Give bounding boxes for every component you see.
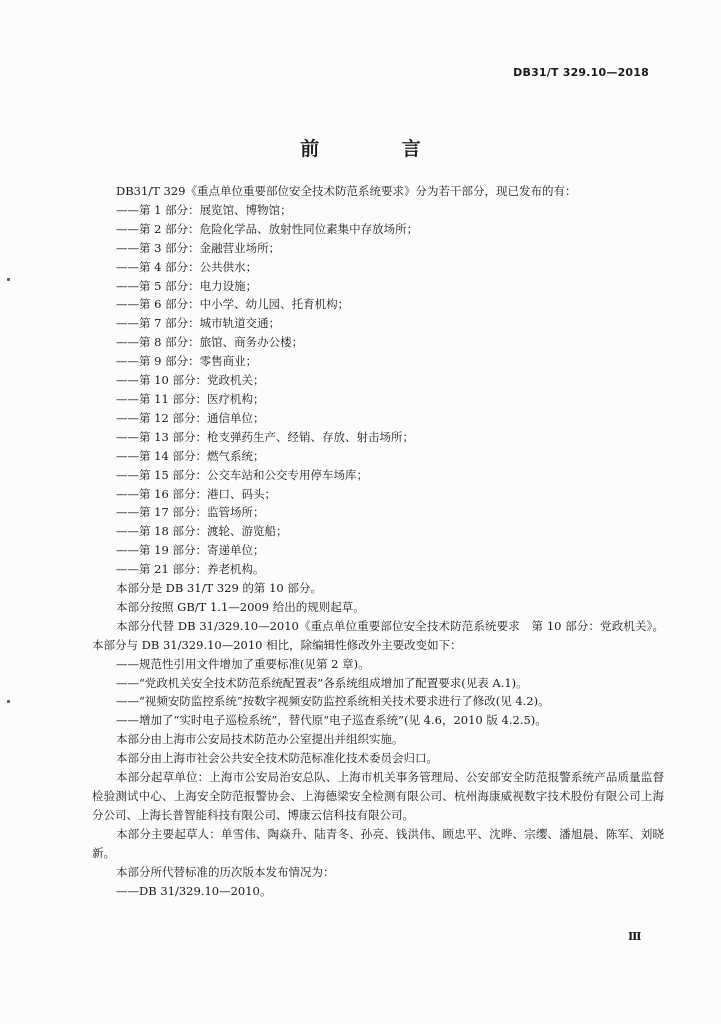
changes-list: [92, 655, 664, 731]
change-item: ——“党政机关安全技术防范系统配置表”各系统组成增加了配置要求(见表 A.1)。: [116, 675, 528, 690]
part-item: ——第 13 部分：枪支弹药生产、经销、存放、射击场所；: [116, 429, 414, 444]
drafting-units-paragraph: 本部分起草单位：上海市公安局治安总队、上海市机关事务管理局、公安部安全防范报警系统产品质量监督检验测试中心、上海安全防范报警协会、上海德梁安全检测有限公司、杭州海康威视数字技术股份有限公司上海分公司、上海长普智能科技有限公司、博康云信科技有限公司。: [92, 770, 664, 822]
part-item: ——第 1 部分：展览馆、博物馆；: [116, 202, 292, 217]
foreword-body: [92, 182, 664, 900]
part-item: ——第 18 部分：渡轮、游览船；: [116, 524, 288, 539]
part-item: ——第 8 部分：旅馆、商务办公楼；: [116, 335, 304, 350]
part-item: ——第 9 部分：零售商业；: [116, 354, 258, 369]
part-item: ——第 6 部分：中小学、幼儿园、托育机构；: [116, 297, 350, 312]
page-number: Ⅲ: [628, 930, 642, 943]
page-title: 前 言: [300, 138, 459, 160]
history-paragraph: 本部分所代替标准的历次版本发布情况为：: [116, 864, 335, 879]
part-of-paragraph: 本部分是 DB 31/T 329 的第 10 部分。: [116, 581, 322, 596]
part-item: ——第 7 部分：城市轨道交通；: [116, 316, 281, 331]
history-item: ——DB 31/329.10—2010。: [116, 883, 272, 898]
part-item: ——第 3 部分：金融营业场所；: [116, 240, 281, 255]
part-item: ——第 16 部分：港口、码头；: [116, 486, 276, 501]
drafting-rules-paragraph: 本部分按照 GB/T 1.1—2009 给出的规则起草。: [116, 599, 365, 614]
scan-speck: [7, 278, 10, 281]
part-item: ——第 11 部分：医疗机构；: [116, 391, 265, 406]
change-item: ——“视频安防监控系统”按数字视频安防监控系统相关技术要求进行了修改(见 4.2)。: [116, 694, 550, 709]
part-item: ——第 15 部分：公交车站和公交专用停车场库；: [116, 467, 368, 482]
centralized-by-paragraph: 本部分由上海市社会公共安全技术防范标准化技术委员会归口。: [116, 751, 438, 766]
change-item: ——规范性引用文件增加了重要标准(见第 2 章)。: [116, 656, 370, 671]
parts-list: [92, 201, 664, 579]
part-item: ——第 12 部分：通信单位；: [116, 410, 265, 425]
change-item: ——增加了“实时电子巡检系统”，替代原“电子巡查系统”(见 4.6，2010 版 4.2.5)。: [116, 713, 547, 728]
part-item: ——第 17 部分：监管场所；: [116, 505, 265, 520]
intro-paragraph: DB31/T 329《重点单位重要部位安全技术防范系统要求》分为若干部分，现已发布的有：: [116, 184, 577, 198]
part-item: ——第 21 部分：养老机构。: [116, 562, 265, 577]
history-list: [92, 882, 664, 901]
part-item: ——第 5 部分：电力设施；: [116, 278, 258, 293]
part-item: ——第 19 部分：寄递单位；: [116, 543, 265, 558]
part-item: ——第 10 部分：党政机关；: [116, 373, 265, 388]
part-item: ——第 14 部分：燃气系统；: [116, 448, 265, 463]
drafters-paragraph: 本部分主要起草人：单雪伟、陶焱升、陆青冬、孙亮、钱洪伟、顾忠平、沈晔、宗缨、潘旭晨、陈军、刘晓新。: [92, 826, 664, 860]
scan-speck: [7, 700, 10, 703]
document-code-header: DB31/T 329.10—2018: [513, 66, 649, 79]
proposed-by-paragraph: 本部分由上海市公安局技术防范办公室提出并组织实施。: [116, 732, 404, 747]
part-item: ——第 4 部分：公共供水；: [116, 259, 258, 274]
part-item: ——第 2 部分：危险化学品、放射性同位素集中存放场所；: [116, 221, 419, 236]
replaces-paragraph: 本部分代替 DB 31/329.10—2010《重点单位重要部位安全技术防范系统要求 第 10 部分：党政机关》。本部分与 DB 31/329.10—2010 相比，除编辑性修改外主要改变如下：: [92, 618, 664, 652]
